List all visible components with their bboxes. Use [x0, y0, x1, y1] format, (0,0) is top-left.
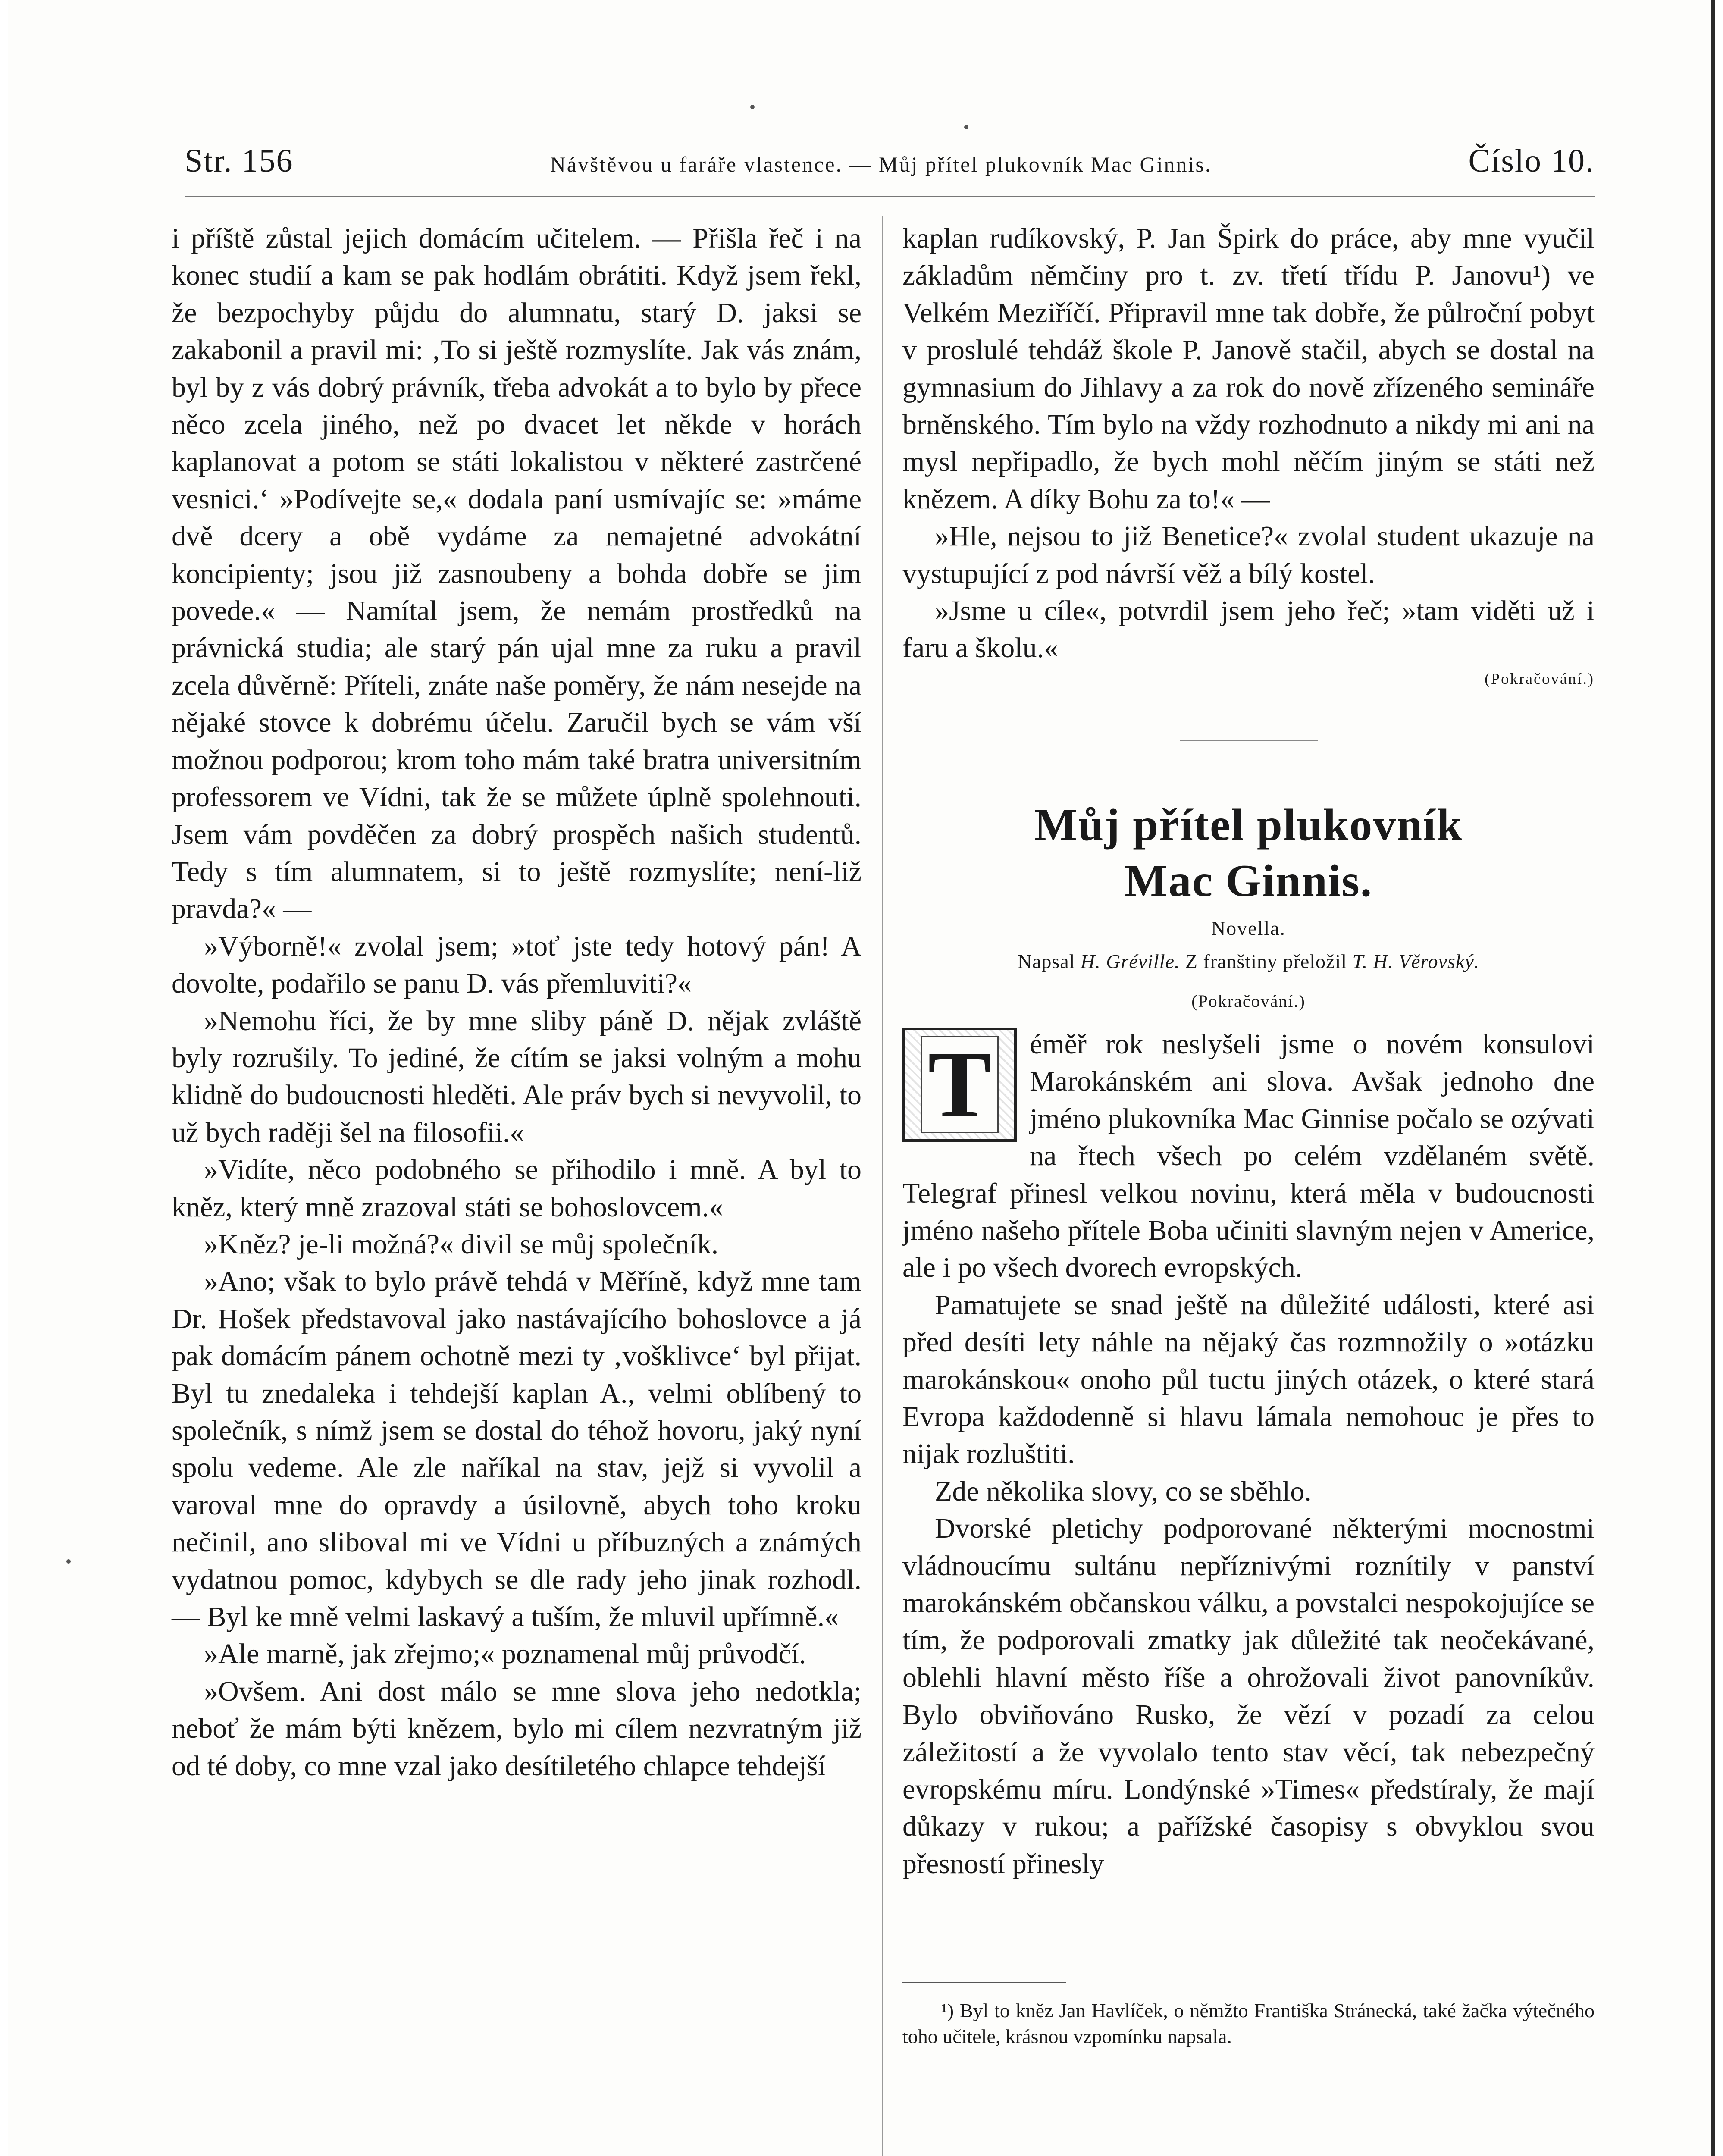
running-header: [185, 142, 1595, 194]
drop-cap-letter: T: [921, 1036, 999, 1133]
running-title: Návštěvou u faráře vlastence. — Můj přítel plukovník Mac Ginnis.: [550, 152, 1212, 176]
paragraph: »Vidíte, něco podobného se přihodilo i mně. A byl to kněz, který mně zrazoval státi se bohoslovcem.«: [172, 1154, 862, 1223]
right-column: [902, 220, 1595, 2049]
magazine-page: [8, 0, 1715, 2156]
to-be-continued-note: (Pokračování.): [1485, 670, 1595, 687]
paragraph: »Hle, nejsou to již Benetice?« zvolal student ukazuje na vystupující z pod návrší věž a bílý kostel.: [902, 520, 1595, 589]
paragraph: »Ovšem. Ani dost málo se mne slova jeho nedotkla; neboť že mám býti knězem, bylo mi cílem nezvratným již od té doby, co mne vzal jako desítiletého chlapce tehdejší: [172, 1675, 862, 1782]
story-genre: Novella.: [1211, 917, 1286, 939]
paragraph: »Ale marně, jak zřejmo;« poznamenal můj průvodčí.: [204, 1638, 806, 1670]
footnote: ¹) Byl to kněz Jan Havlíček, o němžto Františka Stránecká, také žačka výtečného toho učitele, krásnou vzpomínku napsala.: [902, 1999, 1595, 2048]
paragraph: »Ano; však to bylo právě tehdá v Měříně, když mne tam Dr. Hošek představoval jako nastávajícího bohoslovce a já pak domácím pánem ochotně mezi ty ‚vošklivce‘ byl přijat. Byl tu znedaleka i tehdejší kaplan A., velmi oblíbený to společník, s nímž jsem se dostal do téhož hovoru, jaký nyní spolu vedeme. Ale zle naříkal na stav, jejž si vyvolil a varoval mne do opravdy a úsilovně, abych toho kroku nečinil, ano sliboval mi ve Vídni u příbuzných a známých vydatnou pomoc, kdybych se dle rady jeho jinak rozhodl. — Byl ke mně velmi laskavý a tuším, že mluvil upřímně.«: [172, 1266, 862, 1633]
issue-number: Číslo 10.: [1468, 143, 1595, 179]
first-paragraph-text: éměř rok neslyšeli jsme o novém konsulovi Marokánském ani slova. Avšak jednoho dne jméno plukovníka Mac Ginnise počalo se ozývati na řtech všech po celém vzdělaném světě. Telegraf přinesl velkou novinu, která měla v budoucnosti jméno našeho přítele Boba učiniti slavným nejen v Americe, ale i po všech dvorech evropských.: [902, 1028, 1595, 1284]
story-title: Můj přítel plukovník: [1034, 799, 1463, 850]
print-speck: [964, 125, 968, 129]
story-continued-note: (Pokračování.): [1191, 991, 1306, 1011]
print-speck: [750, 105, 755, 109]
drop-cap-ornament: [902, 1028, 1017, 1142]
paragraph: kaplan rudíkovský, P. Jan Špirk do práce, aby mne vyučil základům němčiny pro t. zv. třetí třídu P. Janovu¹) ve Velkém Meziříčí. Připravil mne tak dobře, že půlroční pobyt v proslulé tehdáž škole P. Janově stačil, abych se dostal na gymnasium do Jihlavy a za rok do nově zřízeného semináře brněnského. Tím bylo na vždy rozhodnuto a nikdy mi ani na mysl nepřipadlo, že bych mohl něčím jiným se státi než knězem. A díky Bohu za to!« —: [902, 222, 1595, 515]
byline: [902, 950, 1595, 973]
footnote-rule: [902, 1982, 1066, 1983]
author-name: H. Gréville.: [1080, 950, 1180, 972]
print-speck: [66, 1559, 71, 1564]
byline-middle: Z franštiny přeložil: [1185, 950, 1347, 972]
header-rule: [185, 196, 1595, 197]
paragraph: »Výborně!« zvolal jsem; »toť jste tedy hotový pán! A dovolte, podařilo se panu D. vás přemluviti?«: [172, 930, 862, 1000]
paragraph: Pamatujete se snad ještě na důležité události, které asi před desíti lety náhle na nějaký čas rozmnožily o »otázku marokánskou« onoho půl tuctu jiných otázek, o které stará Evropa každodenně si hlavu lámala nemohouc je přes to nijak rozluštiti.: [902, 1289, 1595, 1470]
left-column: [172, 220, 862, 1785]
page-number: Str. 156: [185, 143, 294, 179]
paragraph: Dvorské pletichy podporované některými mocnostmi vládnoucímu sultánu nepříznivými roznítily v panství marokánském občanskou válku, a povstalci nespokojujíce se tím, že podporovali zmatky jak důležité tak neočekávané, oblehli hlavní město říše a ohrožovali život panovníkův. Bylo obviňováno Rusko, že vězí v pozadí za celou záležitostí a že vyvolalo tento stav věcí, tak nebezpečný evropskému míru. Londýnské »Times« předstíraly, že mají důkazy v rukou; a pařížské časopisy s obvyklou svou přesností přinesly: [902, 1513, 1595, 1880]
column-divider: [882, 216, 883, 2156]
paragraph: i příště zůstal jejich domácím učitelem. — Přišla řeč i na konec studií a kam se pak hodlám obrátiti. Když jsem řekl, že bezpochyby půjdu do alumnatu, starý D. jaksi se zakabonil a pravil mi: ‚To si ještě rozmyslíte. Jak vás znám, byl by z vás dobrý právník, třeba advokát a to bylo by přece něco zcela jiného, než po dvacet let někde v horách kaplanovat a potom se státi lokalistou v některé zastrčené vesnici.‘ »Podívejte se,« dodala paní usmívajíc se: »máme dvě dcery a obě vydáme za nemajetné advokátní koncipienty; jsou již zasnoubeny a bohda dobře se jim povede.« — Namítal jsem, že nemám prostředků na právnická studia; ale starý pán ujal mne za ruku a pravil zcela důvěrně: Příteli, znáte naše poměry, že nám nesejde na nějaké stovce k dobrému účelu. Zaručil bych se vám vší možnou podporou; krom toho mám také bratra universitním professorem ve Vídni, tak že se můžete úplně spolehnouti. Jsem vám povděčen za dobrý prospěch našich studentů. Tedy s tím alumnatem, si to ještě rozmyslíte; není-liž pravda?« —: [172, 222, 862, 925]
translator-name: T. H. Věrovský.: [1352, 950, 1480, 972]
paragraph: »Nemohu říci, že by mne sliby páně D. nějak zvláště byly rozrušily. To jediné, že cítím se jaksi volným a mohu klidně do budoucnosti hleděti. Ale práv bych si nevyvolil, to už bych raději šel na filosofii.«: [172, 1005, 862, 1148]
paragraph: »Kněz? je-li možná?« divil se můj společník.: [204, 1228, 719, 1260]
byline-prefix: Napsal: [1017, 950, 1075, 972]
paragraph: Zde několika slovy, co se sběhlo.: [935, 1475, 1312, 1507]
story-first-paragraph: [902, 1026, 1595, 1287]
paragraph: »Jsme u cíle«, potvrdil jsem jeho řeč; »tam viděti už i faru a školu.«: [902, 595, 1595, 664]
story-title-line2: Mac Ginnis.: [1124, 855, 1373, 906]
section-divider: [1180, 740, 1318, 741]
